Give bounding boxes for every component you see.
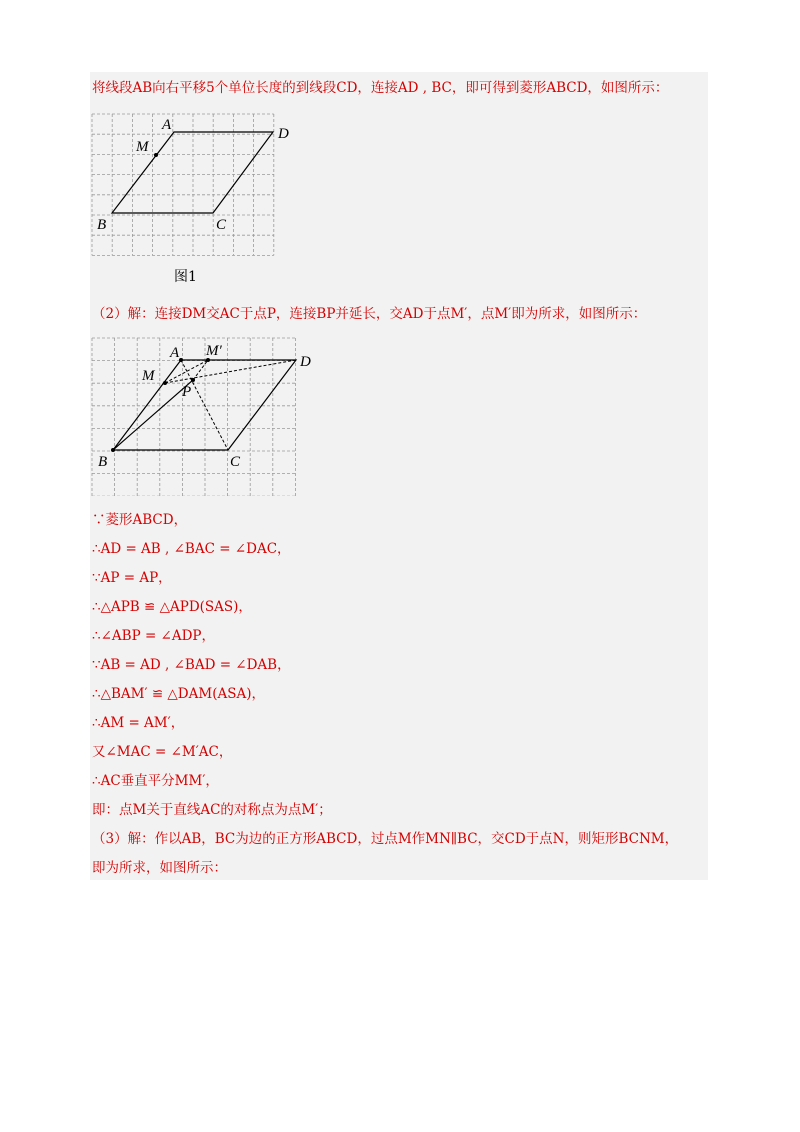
- label-c-2: C: [230, 454, 241, 470]
- label-p: P: [182, 384, 192, 400]
- figure-1-rhombus: [90, 112, 290, 258]
- label-a-1: A: [162, 117, 172, 133]
- figure-2-rhombus: [90, 336, 314, 496]
- text-line-5: ∵AP = AP，: [92, 570, 172, 586]
- text-line-15: 即为所求，如图所示：: [92, 860, 227, 876]
- label-b-1: B: [97, 217, 107, 233]
- text-line-11: 又∠MAC = ∠M′AC，: [92, 744, 233, 760]
- text-line-3: ∵菱形ABCD，: [92, 512, 188, 528]
- label-m-1: M: [136, 139, 149, 155]
- label-d-1: D: [278, 126, 289, 142]
- text-line-9: ∴△BAM′ ≌ △DAM(ASA)，: [92, 686, 265, 702]
- text-line-7: ∴∠ABP = ∠ADP，: [92, 628, 216, 644]
- point-m-2: [163, 381, 167, 385]
- label-a-2: A: [170, 345, 180, 361]
- text-line-10: ∴AM = AM′，: [92, 715, 185, 731]
- label-d-2: D: [300, 354, 311, 370]
- point-m-1: [154, 153, 158, 157]
- point-p: [191, 378, 195, 382]
- text-line-4: ∴AD = AB , ∠BAC = ∠DAC，: [92, 541, 291, 557]
- text-line-14: （3）解：作以AB，BC为边的正方形ABCD，过点M作MN∥BC，交CD于点N，则矩形BCNM，: [92, 831, 679, 847]
- point-b-2: [111, 448, 115, 452]
- label-m-2: M: [142, 368, 155, 384]
- text-line-13: 即：点M关于直线AC的对称点为点M′；: [92, 802, 332, 818]
- figure-1-caption: 图1: [174, 269, 197, 285]
- label-m-prime: M′: [206, 343, 222, 359]
- grid-2: [92, 338, 295, 496]
- segment-bp: [113, 380, 193, 450]
- segment-dm: [165, 360, 296, 383]
- text-line-1: 将线段AB向右平移5个单位长度的到线段CD，连接AD , BC，即可得到菱形ABCD，如图所示：: [92, 80, 669, 96]
- text-line-2: （2）解：连接DM交AC于点P，连接BP并延长，交AD于点M′，点M′即为所求，如图所示：: [92, 306, 647, 322]
- grid-1: [92, 114, 274, 255]
- text-line-6: ∴△APB ≌ △APD(SAS)，: [92, 599, 252, 615]
- label-b-2: B: [98, 454, 108, 470]
- text-line-12: ∴AC垂直平分MM′，: [92, 773, 219, 789]
- point-a-2: [179, 358, 183, 362]
- label-c-1: C: [216, 217, 227, 233]
- text-line-8: ∵AB = AD , ∠BAD = ∠DAB，: [92, 657, 291, 673]
